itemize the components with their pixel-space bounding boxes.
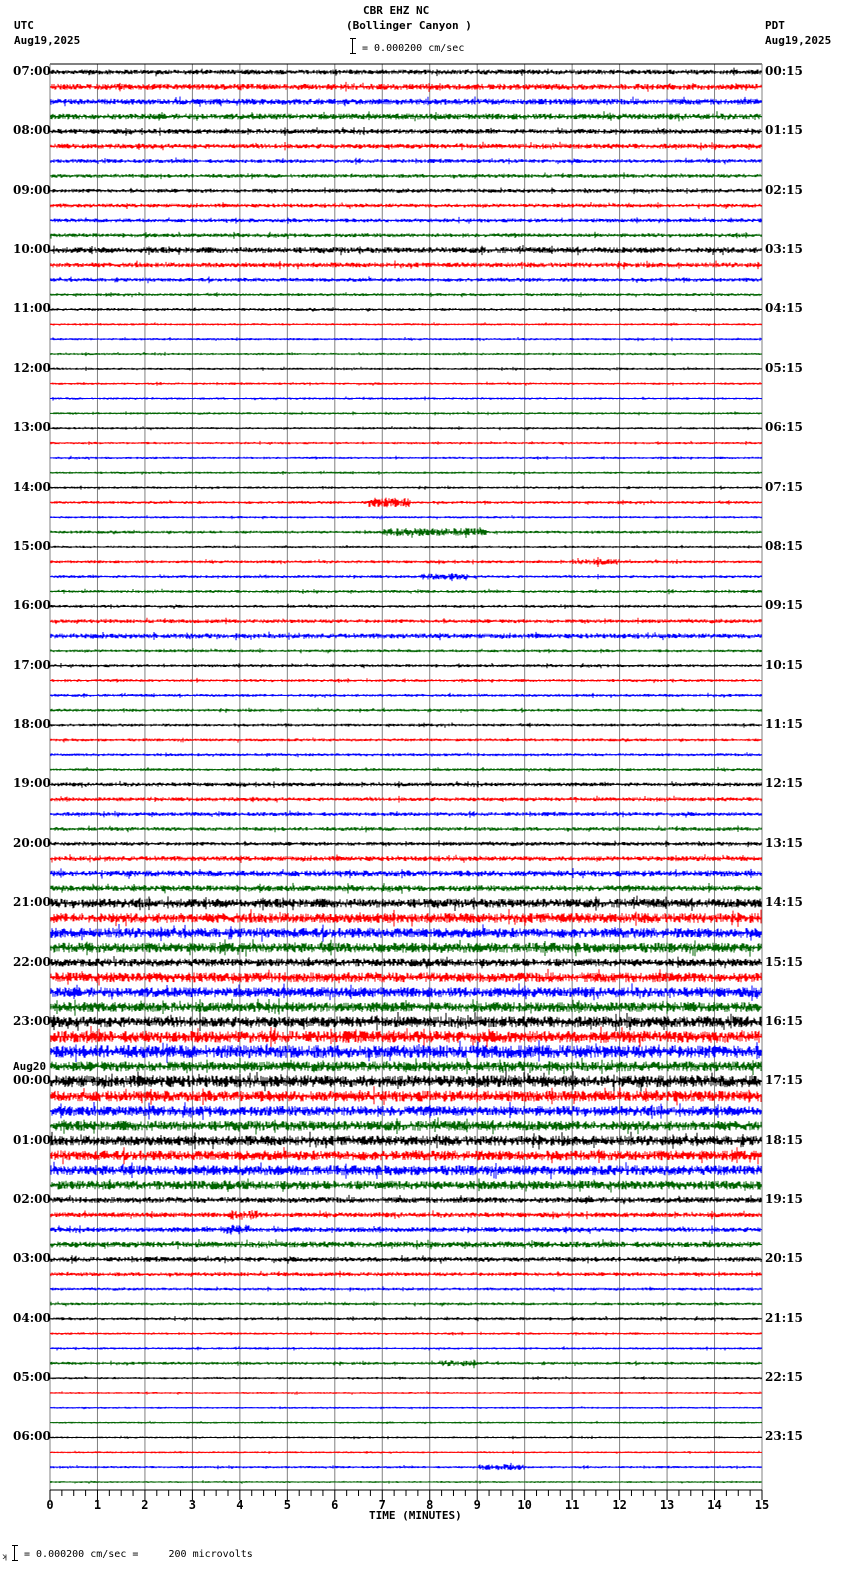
trace-row — [51, 158, 761, 165]
trace-row — [51, 1040, 761, 1063]
trace-row — [51, 648, 761, 653]
trace-row — [51, 261, 761, 270]
trace-row — [51, 1346, 761, 1350]
pdt-hour-label: 10:15 — [765, 657, 803, 672]
utc-hour-label: 08:00 — [13, 123, 51, 138]
pdt-hour-label: 21:15 — [765, 1310, 803, 1325]
trace-row — [51, 557, 761, 567]
pdt-hour-label: 04:15 — [765, 301, 803, 316]
trace-row — [51, 663, 761, 668]
trace-row — [51, 723, 761, 728]
utc-hour-label: 13:00 — [13, 420, 51, 435]
trace-row — [51, 1026, 761, 1048]
trace-row — [51, 604, 761, 609]
x-tick-label: 11 — [564, 1498, 580, 1512]
trace-row — [51, 896, 761, 911]
trace-row — [51, 956, 761, 968]
utc-hour-label: 20:00 — [13, 835, 51, 850]
trace-row — [51, 232, 761, 239]
x-tick-label: 9 — [473, 1498, 481, 1512]
pdt-hour-label: 23:15 — [765, 1429, 803, 1444]
scale-text: = 0.000200 cm/sec — [362, 43, 465, 54]
trace-row — [51, 441, 761, 445]
x-tick-label: 8 — [426, 1498, 434, 1512]
trace-row — [51, 111, 761, 121]
x-tick-label: 4 — [236, 1498, 244, 1512]
footer-scale-text: = 0.000200 cm/sec = 200 microvolts — [24, 1549, 253, 1560]
pdt-hour-label: 18:15 — [765, 1132, 803, 1147]
trace-row — [51, 127, 761, 136]
trace-row — [51, 1316, 761, 1321]
footer-scale-bar-icon — [14, 1545, 21, 1561]
utc-hour-label: 04:00 — [13, 1310, 51, 1325]
trace-row — [51, 983, 761, 1001]
trace-row — [51, 1071, 761, 1092]
utc-hour-label: 02:00 — [13, 1192, 51, 1206]
trace-row — [51, 752, 761, 757]
left-timezone: UTC — [14, 19, 34, 32]
trace-row — [51, 396, 761, 400]
pdt-hour-label: 16:15 — [765, 1013, 803, 1028]
trace-row — [51, 796, 761, 803]
trace-row — [51, 245, 761, 255]
trace-row — [51, 1058, 761, 1075]
trace-row — [51, 456, 761, 460]
trace-row — [51, 1225, 761, 1235]
trace-row — [51, 738, 761, 743]
trace-row — [51, 142, 761, 151]
trace-row — [51, 97, 761, 107]
utc-hour-label: 15:00 — [13, 538, 51, 553]
trace-row — [51, 1463, 761, 1470]
trace-row — [51, 217, 761, 224]
x-tick-label: 3 — [188, 1498, 197, 1512]
utc-hour-label: 14:00 — [13, 479, 51, 494]
pdt-hour-label: 02:15 — [765, 182, 803, 197]
trace-row — [51, 172, 761, 179]
trace-row — [51, 1210, 761, 1220]
pdt-hour-label: 19:15 — [765, 1192, 803, 1206]
pdt-hour-label: 12:15 — [765, 776, 803, 791]
trace-row — [51, 1117, 761, 1134]
trace-row — [51, 826, 761, 833]
trace-row — [51, 527, 761, 538]
pdt-hour-label: 01:15 — [765, 123, 803, 138]
x-tick-label: 14 — [707, 1498, 722, 1512]
pdt-hour-label: 22:15 — [765, 1370, 803, 1385]
trace-row — [51, 678, 761, 683]
pdt-hour-label: 11:15 — [765, 717, 803, 732]
trace-row — [51, 1147, 761, 1164]
trace-row — [51, 693, 761, 698]
trace-row — [51, 1132, 761, 1150]
utc-hour-label: 01:00 — [13, 1132, 51, 1147]
x-tick-label: 12 — [612, 1498, 627, 1512]
utc-hour-label: 22:00 — [13, 954, 51, 969]
utc-hour-label: 23:00 — [13, 1013, 51, 1028]
utc-hour-label: 09:00 — [13, 182, 51, 197]
trace-row — [51, 909, 761, 927]
trace-row — [51, 939, 761, 956]
x-tick-label: 5 — [283, 1498, 291, 1512]
utc-hour-label: 06:00 — [13, 1429, 51, 1444]
pdt-hour-label: 00:15 — [765, 64, 803, 78]
utc-hour-label: 11:00 — [13, 301, 51, 316]
trace-row — [51, 1179, 761, 1193]
trace-row — [51, 1012, 761, 1031]
utc-hour-label: 10:00 — [13, 242, 51, 257]
footer-scale-prefix: ʞ — [2, 1552, 7, 1561]
trace-row — [51, 82, 761, 92]
trace-row — [51, 307, 761, 312]
trace-row — [51, 854, 761, 863]
utc-hour-label: 21:00 — [13, 895, 51, 910]
trace-row — [51, 969, 761, 986]
trace-row — [51, 1286, 761, 1291]
x-tick-label: 2 — [141, 1498, 149, 1512]
pdt-hour-label: 05:15 — [765, 360, 803, 375]
trace-row — [51, 632, 761, 641]
trace-row — [51, 1451, 761, 1455]
trace-row — [51, 924, 761, 942]
trace-row — [51, 545, 761, 549]
utc-hour-label: 16:00 — [13, 598, 51, 613]
pdt-hour-label: 09:15 — [765, 598, 803, 613]
trace-row — [51, 998, 761, 1015]
trace-row — [51, 1162, 761, 1179]
trace-row — [51, 1255, 761, 1264]
utc-hour-label: 05:00 — [13, 1370, 51, 1385]
trace-row — [51, 337, 761, 341]
left-date: Aug19,2025 — [14, 34, 81, 47]
station-location: (Bollinger Canyon ) — [346, 19, 472, 32]
trace-row — [51, 1102, 761, 1120]
pdt-hour-label: 15:15 — [765, 954, 803, 969]
trace-row — [51, 322, 761, 326]
trace-row — [51, 471, 761, 475]
trace-row — [51, 1480, 761, 1484]
x-tick-label: 13 — [659, 1498, 675, 1512]
trace-row — [51, 1271, 761, 1278]
trace-row — [51, 187, 761, 194]
trace-row — [51, 367, 761, 371]
trace-row — [51, 840, 761, 847]
utc-hour-label: 19:00 — [13, 776, 51, 791]
pdt-hour-label: 03:15 — [765, 242, 803, 257]
trace-row — [51, 868, 761, 879]
x-tick-label: 10 — [517, 1498, 532, 1512]
pdt-hour-label: 14:15 — [765, 895, 803, 910]
trace-row — [51, 708, 761, 713]
x-axis-label: TIME (MINUTES) — [369, 1509, 462, 1522]
trace-row — [51, 1301, 761, 1306]
right-date: Aug19,2025 — [765, 34, 832, 47]
pdt-hour-label: 20:15 — [765, 1251, 803, 1266]
right-timezone: PDT — [765, 19, 785, 32]
trace-row — [51, 883, 761, 894]
trace-row — [51, 1376, 761, 1380]
trace-row — [51, 1436, 761, 1440]
x-tick-label: 1 — [93, 1498, 102, 1512]
date-change-label: Aug20 — [13, 1060, 47, 1074]
x-tick-label: 15 — [754, 1498, 770, 1512]
trace-row — [51, 1360, 761, 1369]
trace-row — [51, 618, 761, 625]
scale-bar-icon — [352, 38, 359, 54]
trace-row — [51, 382, 761, 386]
pdt-hour-label: 13:15 — [765, 835, 803, 850]
trace-row — [51, 1391, 761, 1394]
trace-row — [51, 68, 761, 77]
pdt-hour-label: 06:15 — [765, 420, 803, 435]
trace-row — [51, 352, 761, 356]
trace-row — [51, 485, 761, 489]
pdt-hour-label: 07:15 — [765, 479, 803, 494]
trace-row — [51, 411, 761, 415]
utc-hour-label: 00:00 — [13, 1073, 51, 1088]
trace-row — [51, 1406, 761, 1409]
utc-hour-label: 03:00 — [13, 1251, 51, 1266]
pdt-hour-label: 17:15 — [765, 1073, 803, 1088]
trace-row — [51, 811, 761, 818]
trace-row — [51, 1086, 761, 1105]
utc-hour-label: 18:00 — [13, 717, 51, 732]
x-tick-label: 7 — [378, 1498, 386, 1512]
trace-row — [51, 767, 761, 772]
trace-row — [51, 1239, 761, 1249]
utc-hour-label: 17:00 — [13, 657, 51, 672]
trace-row — [51, 426, 761, 430]
trace-row — [51, 1421, 761, 1424]
trace-row — [51, 498, 761, 508]
utc-hour-label: 07:00 — [13, 64, 51, 78]
trace-row — [51, 589, 761, 594]
station-title: CBR EHZ NC — [363, 4, 430, 17]
x-tick-label: 0 — [46, 1498, 54, 1512]
trace-row — [51, 781, 761, 788]
pdt-hour-label: 08:15 — [765, 538, 803, 553]
trace-row — [51, 292, 761, 297]
trace-row — [51, 202, 761, 209]
utc-hour-label: 12:00 — [13, 360, 51, 375]
x-tick-label: 6 — [331, 1498, 339, 1512]
trace-row — [51, 515, 761, 519]
